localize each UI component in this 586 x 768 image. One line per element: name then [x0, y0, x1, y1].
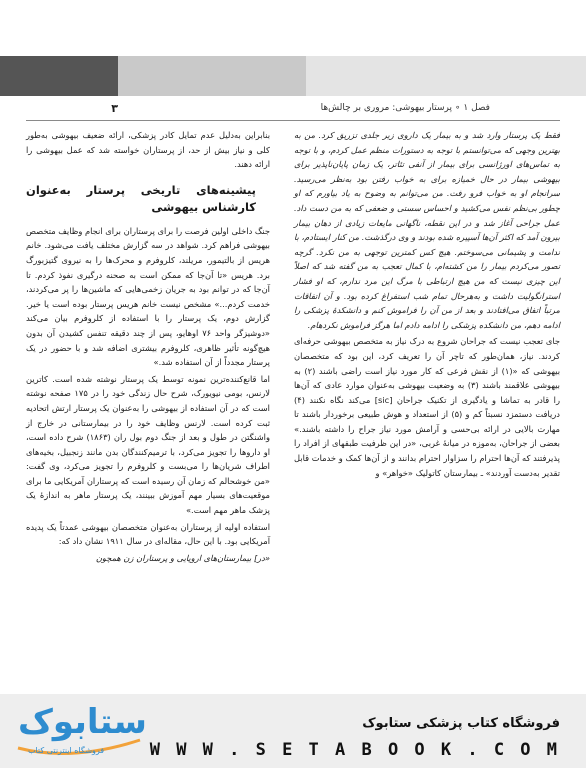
body-paragraph: بنابراین به‌دلیل عدم تمایل کادر پزشکی، ارائه ضعیف بیهوشی به‌طور کلی و نیاز بیش از حد، از پرستاران خواسته شد که عمل بیهوشی را ارائه دهند.: [26, 130, 270, 170]
quoted-paragraph: فقط یک پرستار وارد شد و به بیمار یک داروی زیر جلدی تزریق کرد. من به بهترین وجهی که می‌توانستم با توجه به دستورات منظم عمل کردم، و با توجه به تماس‌های اورژانسی برای بیمار از آنفی تئاتر، یک زمان پایان‌ناپذیر برای بیهوشی بیمار در حال خمیازه برای به خواب رفتن بود به‌نظر می‌رسید. سرانجام او به خواب فرو رفت. من می‌توانم به وضوح به یاد بیاورم که او چطور بی‌نظم نفس می‌کشید و احساس سستی و ضعفی که به من دست داد. عمل جراحی آغاز شد و در این نقطه، ناگهانی مایعات زیادی از دهان بیمار بیرون آمد که اکثر آن‌ها آسپیره شده بودند و وی درگذشت. من کنار ایستادم، با ندامت و پشیمانی می‌سوختم. هیچ کس کمترین توجهی به من نکرد. گرچه تصور می‌کردم بیمار را من کشته‌ام، با کمال تعجب به من گفته شد که اصلاً این چیزی نیست که من هیچ ارتباطی با مرگ این مرد ندارم، که او فشار استرانگولیت داشت و به‌هرحال تمام شب استفراغ کرده بود. و آن اتفاقات مرتباً اتفاق می‌افتادند و بعد از من آن را فراموش کنم و دانشکدهٔ پزشکی را ادامه دهم، من دانشکده پزشکی را ادامه دادم اما هرگز فراموش نکردهام.: [294, 130, 560, 330]
header-rule: [26, 120, 560, 121]
body-paragraph: اما قانع‌کننده‌ترین نمونه توسط یک پرستار نوشته شده است. کاترین لارنس، بومی نیویورک، شرح حال زندگی خود را در ۱۷۵ صفحه نوشته است که در آن استفاده از بیهوشی را به‌عنوان یک پرستار ارتش اتحادیه ثبت کرده است. لارنس وظایف خود را در بیمارستانی در خارج از واشنگتن در طول و بعد از جنگ دوم بول ران (۱۸۶۳) شرح داده است، او داروها را تجویز می‌کرد، با ترمیم‌کنندگان بدن مانند زنجبیل، بخیه‌های اطراف شریان‌ها را می‌بست و کلروفرم را تجویز می‌کرد، وی گفت: «من خوشحالم که زمان آن رسیده است که پرستاران آمریکایی ما برای موقعیت‌های بسیار مهم آموزش ببینند، یک پرستار ماهر به اندازهٔ یک پزشک ماهر مهم است.»: [26, 373, 270, 516]
chapter-title: فصل ۱ ∘ پرستار بیهوشی: مروری بر چالش‌ها: [320, 103, 490, 113]
header-band-dark: [0, 56, 118, 96]
body-paragraph: جای تعجب نیست که جراحان شروع به درک نیاز به متخصص بیهوشی حرفه‌ای کردند. نیاز، همان‌طور که تاچر آن را تعریف کرد، این بود که متخصصان بیهوشی که «(۱) از نقش فرعی که کار مورد نیاز است راضی باشند (۲) به بیهوشی علاقمند باشند (۳) به وضعیت بیهوشی به‌عنوان موارد عادی که آن‌ها را قادر به تماشا و یادگیری از تکنیک جراحان [sic] می‌کند نگاه نکنند (۴) دریافت دستمزد نسبتاً کم و (۵) از استعداد و هوش طبیعی برخوردار باشند تا مهارت بالایی در ارائه بی‌حسی و آرامش مورد نیاز جراح را داشته باشند.» بعضی از جراحان، به‌موزه در میانهٔ غربی، «در این ظرفیت طبقهای از افراد را پذیرفتند که آن‌ها احترام را سزاوار احترام بدانند و از آن‌ها کمک و خدمات قابل تقدیر به‌دست آوردند» ـ بیمارستان کاتولیک «خواهر» و: [294, 336, 560, 478]
store-url-link[interactable]: W W W . S E T A B O O K . C O M: [149, 740, 560, 760]
running-header: [0, 100, 586, 118]
left-column: [26, 128, 270, 567]
body-paragraph: استفاده اولیه از پرستاران به‌عنوان متخصصان بیهوشی عمدتاً یک پدیده آمریکایی بود. با این حال، مقاله‌ای در سال ۱۹۱۱ نشان داد که:: [26, 521, 270, 547]
right-column: [294, 128, 560, 482]
page-number: ۳: [111, 102, 118, 115]
logo-text: ستابوک: [18, 702, 147, 742]
section-title: پیشینه‌های تاریخی پرستار به‌عنوان کارشناس بیهوشی: [26, 182, 256, 214]
body-paragraph: جنگ داخلی اولین فرصت را برای پرستاران برای انجام وظایف متخصص بیهوشی فراهم کرد. شواهد در سه گزارش مختلف یافت می‌شود. خانم هریس از بالتیمور، مریلند، کلروفرم و محرک‌ها را به نیروی گتیزبورگ برد. هریس «تا آن‌جا که ممکن است به صحنه درگیری نفوذ کردم. تا آن‌جا که در توانم بود به جریان زخمی‌هایی که ماشین‌ها را پر می‌کردند، خدمت کردم...» مشخص نیست خانم هریس پرستار بوده است یا خیر. گزارش دوم، یک پرستار را با استفاده از کلروفرم بیان می‌کند «دوشیزگر واحد ۷۶ اوهایو، پس از چند دقیقه تنفس کشیدن آن بدون هیچ‌گونه تأثیر ظاهری، کلروفرم بیشتری اضافه شد و با حضور در یک پرستار مجدداً از آن استفاده شد.»: [26, 225, 270, 368]
header-band-mid: [118, 56, 306, 96]
store-name: فروشگاه کتاب پزشکی ستابوک: [362, 716, 560, 731]
logo-subtitle: فروشگاه اینترنتی کتاب: [28, 746, 105, 755]
quoted-line: «در] بیمارستان‌های اروپایی و پرستاران زن همچون: [95, 552, 270, 563]
